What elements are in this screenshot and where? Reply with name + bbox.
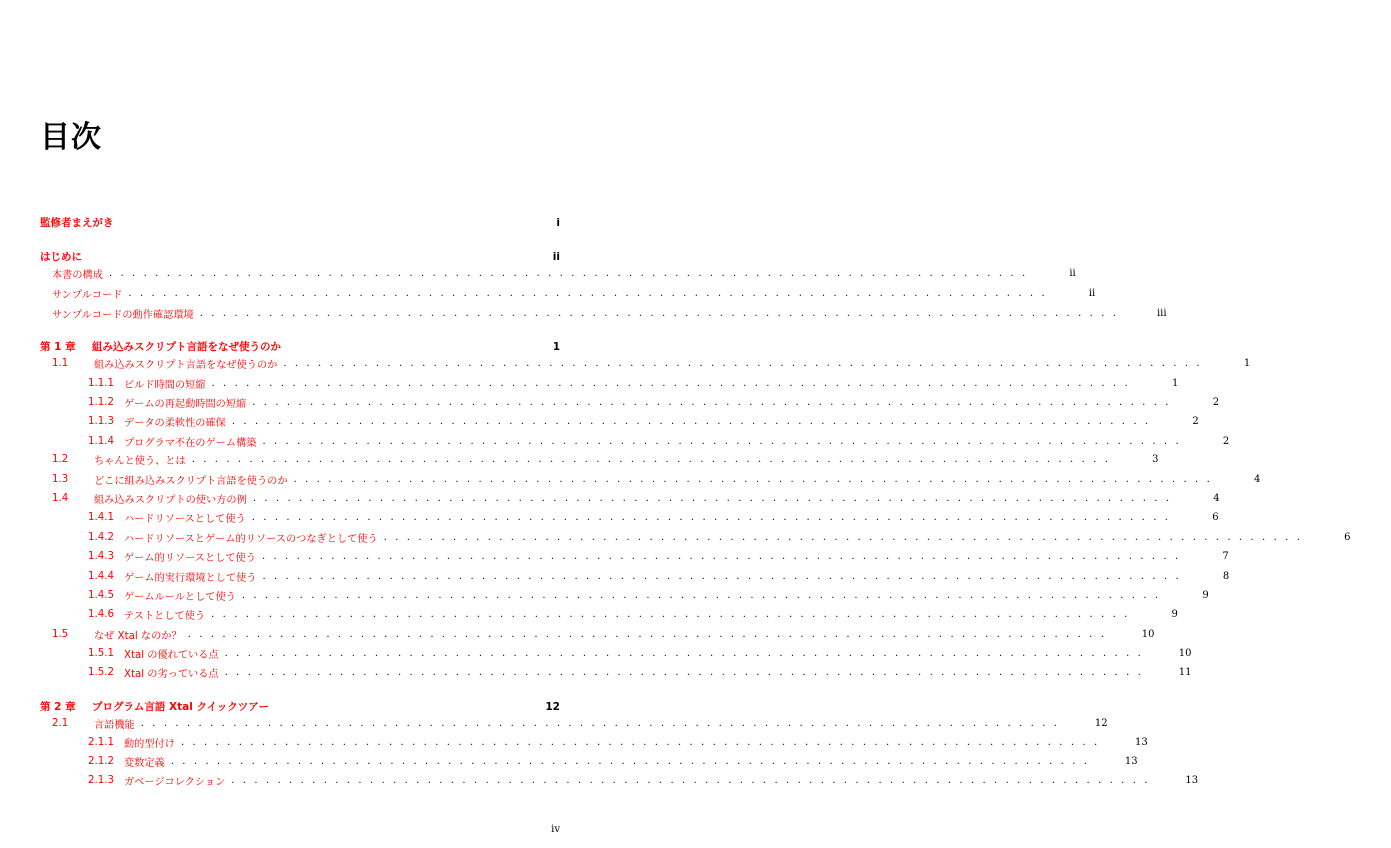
toc-entry-page: 3 [1152,454,1159,465]
toc-entry-page: 6 [1212,512,1219,523]
dot-leader: . . . . . . . . . . . . . . . . . . . . . . . . . . . . . . . . . . . . . . . . . . . . . . . . . . . . . . . . . . . . . . . . . . . . . . . . . . . . . . . . [224,648,1144,659]
toc-entry[interactable] [0,508,1219,527]
dot-leader: . . . . . . . . . . . . . . . . . . . . . . . . . . . . . . . . . . . . . . . . . . . . . . . . . . . . . . . . . . . . . . . . . . . . . . . . . . . . . . . . [170,756,1090,767]
toc-entry[interactable] [0,304,1167,323]
toc-entry-label[interactable]: 本書の構成 [52,270,103,281]
dot-leader: . . . . . . . . . . . . . . . . . . . . . . . . . . . . . . . . . . . . . . . . . . . . . . . . . . . . . . . . . . . . . . . . . . . . . . . . . . . . . . . . [252,397,1172,408]
toc-entry-page: 13 [1185,775,1199,786]
toc-entry[interactable] [0,354,1251,373]
toc-entry-number[interactable]: 1.1.4 [88,436,114,447]
toc-entry-page: 1 [1171,378,1179,389]
toc-entry-number[interactable]: 1.4.2 [88,532,114,543]
toc-entry-page: 9 [1171,609,1178,620]
toc-entry-label[interactable]: なぜ Xtal なのか？ [94,631,182,642]
dot-leader: . . . . . . . . . . . . . . . . . . . . . . . . . . . . . . . . . . . . . . . . . . . . . . . . . . . . . . . . . . . . . . . . . . . . . . . . . . . . . . . . [199,308,1119,319]
dot-leader: . . . . . . . . . . . . . . . . . . . . . . . . . . . . . . . . . . . . . . . . . . . . . . . . . . . . . . . . . . . . . . . . . . . . . . . . . . . . . . . . [262,571,1182,582]
toc-entry-label[interactable]: ビルド時間の短縮 [124,380,206,391]
toc-entry-number[interactable]: 1.1.1 [88,378,114,389]
toc-entry[interactable] [0,264,1076,283]
toc-entry-label[interactable]: Xtal の優れている点 [124,650,219,661]
toc-entry-label[interactable]: テストとして使う [124,611,206,622]
toc-entry[interactable] [0,644,1192,663]
toc-entry-page: 8 [1222,571,1230,582]
toc-entry-number[interactable]: 1.5.2 [88,667,114,678]
footer-page-number: iv [551,824,560,835]
dot-leader: . . . . . . . . . . . . . . . . . . . . . . . . . . . . . . . . . . . . . . . . . . . . . . . . . . . . . . . . . . . . . . . . . . . . . . . . . . . . . . . . [187,629,1107,640]
toc-entry-number[interactable]: 1.4.3 [88,551,114,562]
toc-entry[interactable] [0,528,1351,547]
toc-entry[interactable] [0,714,1108,733]
dot-leader: . . . . . . . . . . . . . . . . . . . . . . . . . . . . . . . . . . . . . . . . . . . . . . . . . . . . . . . . . . . . . . . . . . . . . . . . . . . . . . . . [180,737,1100,748]
toc-entry-label[interactable]: サンプルコードの動作確認環境 [52,310,194,321]
dot-leader: . . . . . . . . . . . . . . . . . . . . . . . . . . . . . . . . . . . . . . . . . . . . . . . . . . . . . . . . . . . . . . . . . . . . . . . . . . . . . . . . [251,512,1171,523]
toc-entry-number[interactable]: 1.4.5 [88,590,114,601]
toc-entry[interactable] [0,432,1230,451]
toc-entry-page: 11 [1178,667,1192,678]
toc-entry[interactable] [0,547,1229,566]
toc-entry-page: 2 [1212,397,1220,408]
toc-entry[interactable] [0,213,600,232]
toc-entry-label[interactable]: 組み込みスクリプト言語をなぜ使うのか [94,360,278,371]
toc-entry-page: 6 [1344,532,1351,543]
toc-entry-page: 10 [1178,648,1192,659]
toc-entry[interactable] [0,284,1096,303]
toc-entry-page: 10 [1141,629,1155,640]
dot-leader: . . . . . . . . . . . . . . . . . . . . . . . . . . . . . . . . . . . . . . . . . . . . . . . . . . . . . . . . . . . . . . . . . . . . . . . . . . . . . . . . [241,590,1161,601]
toc-entry[interactable] [0,771,1199,790]
toc-entry-page: 13 [1124,756,1138,767]
dot-leader: . . . . . . . . . . . . . . . . . . . . . . . . . . . . . . . . . . . . . . . . . . . . . . . . . . . . . . . . . . . . . . . . . . . . . . . . . . . . . . . . [140,718,1060,729]
toc-entry-label[interactable]: ゲーム的実行環境として使う [124,573,257,584]
toc-entry-label[interactable]: ハードリソースとゲーム的リソースのつなぎとして使う [124,534,378,545]
page-title: 目次 [40,120,102,155]
dot-leader: . . . . . . . . . . . . . . . . . . . . . . . . . . . . . . . . . . . . . . . . . . . . . . . . . . . . . . . . . . . . . . . . . . . . . . . . . . . . . . . . [211,378,1131,389]
toc-entry-number[interactable]: 第 2 章 [40,701,76,713]
toc-entry-page: 2 [1222,436,1230,447]
toc-entry[interactable] [0,752,1138,771]
toc-entry[interactable] [0,489,1220,508]
toc-entry-label[interactable]: 監修者まえがき [40,217,114,229]
toc-entry-page: 12 [545,700,560,713]
toc-entry-page: ii [1088,288,1096,299]
toc-entry-label[interactable]: ガベージコレクション [124,777,226,788]
toc-entry[interactable] [0,470,1261,489]
toc-entry-number[interactable]: 1.4.4 [88,571,114,582]
toc-entry-label[interactable]: サンプルコード [52,290,123,301]
toc-entry[interactable] [0,663,1192,682]
dot-leader: . . . . . . . . . . . . . . . . . . . . . . . . . . . . . . . . . . . . . . . . . . . . . . . . . . . . . . . . . . . . . . . . . . . . . . . . . . . . . . . . [261,551,1181,562]
toc-entry-label[interactable]: 言語機能 [94,720,135,731]
dot-leader: . . . . . . . . . . . . . . . . . . . . . . . . . . . . . . . . . . . . . . . . . . . . . . . . . . . . . . . . . . . . . . . . . . . . . . . . . . . . . . . . [191,454,1111,465]
toc-entry[interactable] [0,412,1199,431]
toc-entry-page: 4 [1254,474,1261,485]
dot-leader: . . . . . . . . . . . . . . . . . . . . . . . . . . . . . . . . . . . . . . . . . . . . . . . . . . . . . . . . . . . . . . . . . . . . . . . . . . . . . . . . [383,532,1303,543]
dot-leader: . . . . . . . . . . . . . . . . . . . . . . . . . . . . . . . . . . . . . . . . . . . . . . . . . . . . . . . . . . . . . . . . . . . . . . . . . . . . . . . . [128,288,1048,299]
toc-entry-page: ii [552,250,560,263]
dot-leader: . . . . . . . . . . . . . . . . . . . . . . . . . . . . . . . . . . . . . . . . . . . . . . . . . . . . . . . . . . . . . . . . . . . . . . . . . . . . . . . . [283,358,1203,369]
toc-entry-page: ii [1069,268,1076,279]
toc-entry-page: 12 [1094,718,1108,729]
dot-leader: . . . . . . . . . . . . . . . . . . . . . . . . . . . . . . . . . . . . . . . . . . . . . . . . . . . . . . . . . . . . . . . . . . . . . . . . . . . . . . . . [231,775,1151,786]
toc-entry[interactable] [0,374,1179,393]
toc-entry[interactable] [0,450,1159,469]
toc-entry-page: 2 [1192,416,1199,427]
toc-entry[interactable] [0,733,1148,752]
toc-entry-number[interactable]: 2.1.1 [88,737,114,748]
toc-entry[interactable] [0,393,1220,412]
dot-leader: . . . . . . . . . . . . . . . . . . . . . . . . . . . . . . . . . . . . . . . . . . . . . . . . . . . . . . . . . . . . . . . . . . . . . . . . . . . . . . . . [211,609,1130,620]
toc-entry-label[interactable]: Xtal の劣っている点 [124,669,219,680]
toc-entry-page: iii [1156,308,1167,319]
toc-entry-number[interactable]: 2.1.2 [88,756,114,767]
toc-entry-label[interactable]: はじめに [40,251,82,263]
dot-leader: . . . . . . . . . . . . . . . . . . . . . . . . . . . . . . . . . . . . . . . . . . . . . . . . . . . . . . . . . . . . . . . . . . . . . . . . . . . . . . . . [224,667,1144,678]
toc-entry-number[interactable]: 1.2 [52,454,69,465]
toc-entry-number[interactable]: 1.1 [52,358,69,369]
toc-entry-page: 4 [1213,493,1220,504]
toc-entry-label[interactable]: 組み込みスクリプト言語をなぜ使うのか [92,341,281,353]
toc-entry-label[interactable]: 変数定義 [124,758,165,769]
toc-entry-label[interactable]: プログラマ不在のゲーム構築 [124,438,257,449]
toc-entry-label[interactable]: データの柔軟性の確保 [124,418,226,429]
toc-entry[interactable] [0,625,1155,644]
toc-entry-number[interactable]: 1.5 [52,629,69,640]
toc-entry-page: 9 [1202,590,1209,601]
toc-entry-number[interactable]: 第 1 章 [40,341,76,353]
toc-entry-label[interactable]: ゲームの再起動時間の短縮 [124,399,247,410]
toc-entry-number[interactable]: 2.1 [52,718,69,729]
dot-leader: . . . . . . . . . . . . . . . . . . . . . . . . . . . . . . . . . . . . . . . . . . . . . . . . . . . . . . . . . . . . . . . . . . . . . . . . . . . . . . . . [231,416,1151,427]
toc-entry-label[interactable]: 動的型付け [124,739,175,750]
toc-entry-number[interactable]: 1.1.3 [88,416,114,427]
toc-entry[interactable] [0,586,1209,605]
toc-entry-page: 1 [1243,358,1251,369]
toc-entry-number[interactable]: 2.1.3 [88,775,114,786]
toc-entry[interactable] [0,605,1178,624]
toc-entry-label[interactable]: ハードリソースとして使う [124,514,246,525]
toc-entry-page: i [556,216,560,229]
toc-entry-number[interactable]: 1.4.1 [88,512,114,523]
toc-entry-number[interactable]: 1.4.6 [88,609,114,620]
toc-entry-label[interactable]: プログラム言語 Xtal クイックツアー [92,701,269,713]
toc-entry-number[interactable]: 1.4 [52,493,69,504]
dot-leader: . . . . . . . . . . . . . . . . . . . . . . . . . . . . . . . . . . . . . . . . . . . . . . . . . . . . . . . . . . . . . . . . . . . . . . . . . . . . . . . . [252,493,1172,504]
toc-entry-page: 7 [1222,551,1229,562]
toc-entry-page: 13 [1135,737,1148,748]
toc-entry-number[interactable]: 1.1.2 [88,397,114,408]
toc-entry-number[interactable]: 1.3 [52,474,69,485]
toc-entry-page: 1 [552,340,560,353]
toc-entry-label[interactable]: ちゃんと使う、とは [94,456,186,467]
toc-entry-label[interactable]: ゲームルールとして使う [124,592,236,603]
toc-entry-number[interactable]: 1.5.1 [88,648,114,659]
toc-entry[interactable] [0,567,1230,586]
dot-leader: . . . . . . . . . . . . . . . . . . . . . . . . . . . . . . . . . . . . . . . . . . . . . . . . . . . . . . . . . . . . . . . . . . . . . . . . . . . . . . . . [293,474,1213,485]
toc-entry-label[interactable]: 組み込みスクリプトの使い方の例 [94,495,247,506]
dot-leader: . . . . . . . . . . . . . . . . . . . . . . . . . . . . . . . . . . . . . . . . . . . . . . . . . . . . . . . . . . . . . . . . . . . . . . . . . . . . . . . . [108,268,1028,279]
toc-entry-label[interactable]: ゲーム的リソースとして使う [124,553,256,564]
toc-entry-label[interactable]: どこに組み込みスクリプト言語を使うのか [94,476,288,487]
dot-leader: . . . . . . . . . . . . . . . . . . . . . . . . . . . . . . . . . . . . . . . . . . . . . . . . . . . . . . . . . . . . . . . . . . . . . . . . . . . . . . . . [262,436,1182,447]
